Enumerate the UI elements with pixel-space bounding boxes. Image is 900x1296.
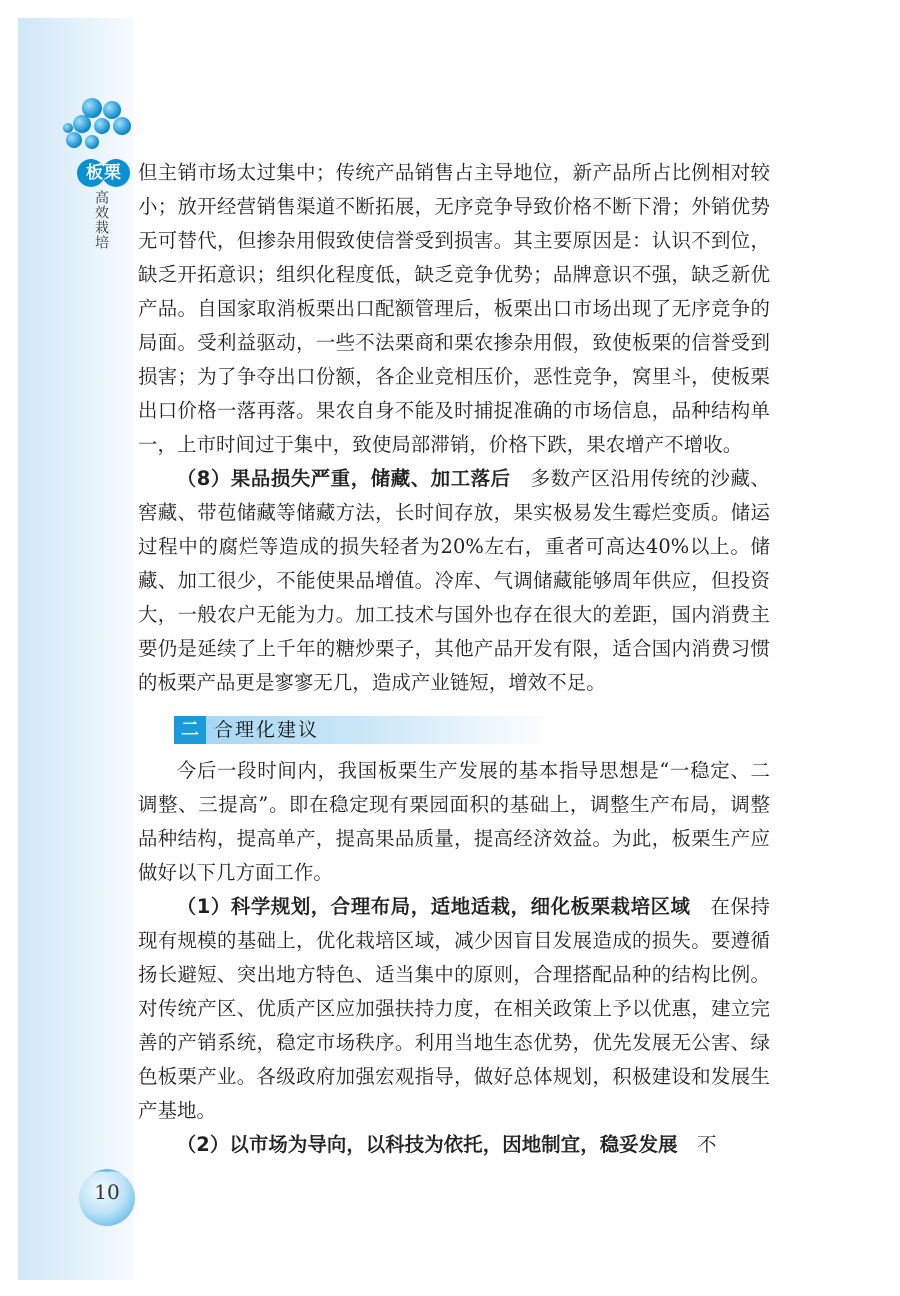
- paragraph-text: 今后一段时间内，我国板栗生产发展的基本指导思想是“一稳定、二调整、三提高”。即在稳定现有栗园面积的基础上，调整生产布局，调整品种结构，提高单产，提高果品质量，提高经济效益。为此，板栗生产应做好以下几方面工作。: [138, 759, 770, 884]
- chestnut-dots-icon: [62, 96, 142, 156]
- section-heading: [174, 716, 554, 744]
- paragraph-text: 在保持现有规模的基础上，优化栽培区域，减少因盲目发展造成的损失。要遵循扬长避短、突出地方特色、适当集中的原则，合理搭配品种的结构比例。对传统产区、优质产区应加强扶持力度，在相关政策上予以优惠，建立完善的产销系统，稳定市场秩序。利用当地生态优势，优先发展无公害、绿色板栗产业。各级政府加强宏观指导，做好总体规划，积极建设和发展生产基地。: [138, 895, 770, 1122]
- paragraph-text: 多数产区沿用传统的沙藏、窖藏、带苞储藏等储藏方法，长时间存放，果实极易发生霉烂变质。储运过程中的腐烂等造成的损失轻者为20%左右，重者可高达40%以上。储藏、加工很少，不能使果品增值。冷库、气调储藏能够周年供应，但投资大，一般农户无能为力。加工技术与国外也存在很大的差距，国内消费主要仍是延续了上千年的糖炒栗子，其他产品开发有限，适合国内消费习惯的板栗产品更是寥寥无几，造成产业链短，增效不足。: [138, 467, 770, 694]
- logo-text: 板栗: [86, 163, 122, 183]
- sidebar-band: [18, 18, 134, 1280]
- paragraph-heading: （1）科学规划，合理布局，适地适栽，细化板栗栽培区域: [176, 895, 691, 918]
- paragraph: [138, 1128, 770, 1162]
- paragraph-heading: （8）果品损失严重，储藏、加工落后: [176, 467, 511, 490]
- paragraph-heading: （2）以市场为导向，以科技为依托，因地制宜，稳妥发展: [176, 1133, 678, 1156]
- paragraph-text: 不: [677, 1133, 717, 1156]
- paragraph-text: 但主销市场太过集中；传统产品销售占主导地位，新产品所占比例相对较小；放开经营销售渠道不断拓展，无序竞争导致价格不断下滑；外销优势无可替代，但掺杂用假致使信誉受到损害。其主要原因是：认识不到位，缺乏开拓意识；组织化程度低，缺乏竞争优势；品牌意识不强，缺乏新优产品。自国家取消板栗出口配额管理后，板栗出口市场出现了无序竞争的局面。受利益驱动，一些不法栗商和栗农掺杂用假，致使板栗的信誉受到损害；为了争夺出口份额，各企业竞相压价，恶性竞争，窝里斗，使板栗出口价格一落再落。果农自身不能及时捕捉准确的市场信息，品种结构单一，上市时间过于集中，致使局部滞销，价格下跌，果农增产不增收。: [138, 161, 770, 456]
- body-text: [138, 156, 770, 1162]
- book-logo: [76, 158, 132, 188]
- paragraph: [138, 156, 770, 462]
- book-title-vertical: 高效栽培: [93, 190, 109, 250]
- paragraph: [138, 754, 770, 890]
- section-title: 合理化建议: [214, 719, 320, 741]
- page-number: 10: [94, 1180, 120, 1204]
- page-number-badge: [72, 1160, 142, 1230]
- section-number: 二: [174, 716, 206, 744]
- paragraph: [138, 890, 770, 1128]
- paragraph: [138, 462, 770, 700]
